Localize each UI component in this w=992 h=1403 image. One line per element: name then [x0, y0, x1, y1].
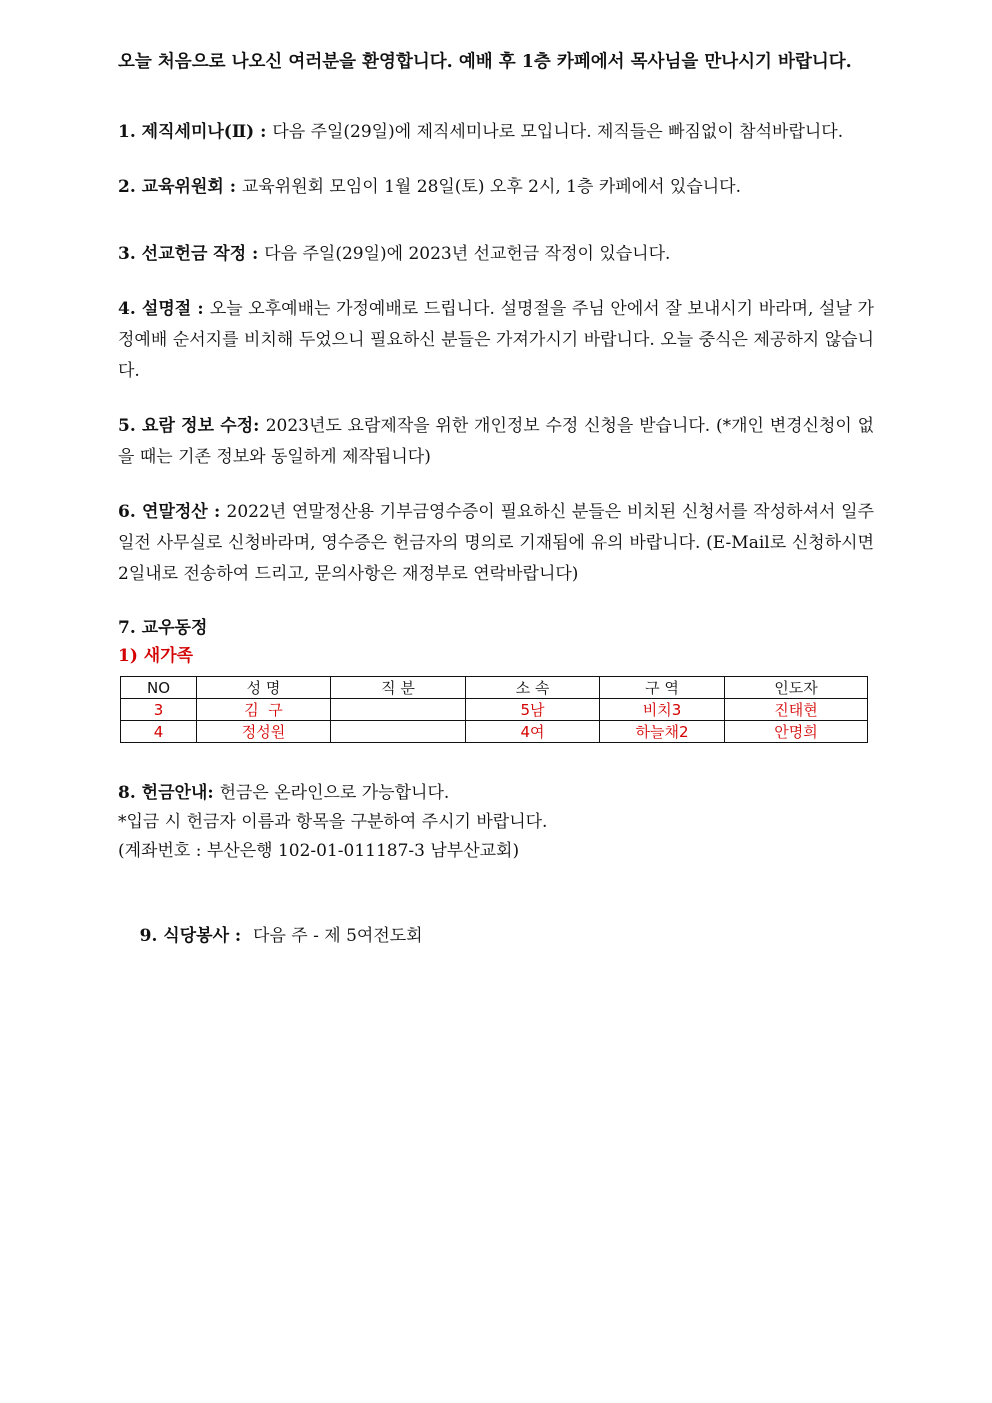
notice-6-title: 6. 연말정산 :	[118, 502, 227, 522]
cell-affiliation: 5남	[466, 699, 600, 721]
offering-note: *입금 시 헌금자 이름과 항목을 구분하여 주시기 바랍니다.	[118, 812, 548, 832]
table-header-row	[121, 677, 868, 699]
header-no: NO	[121, 677, 197, 699]
cell-guide: 안명희	[725, 721, 868, 743]
cell-no: 4	[121, 721, 197, 743]
cell-position	[331, 699, 466, 721]
cell-district: 하늘채2	[600, 721, 725, 743]
notice-3-text: 다음 주일(29일)에 2023년 선교헌금 작정이 있습니다.	[264, 244, 671, 264]
notice-1	[118, 117, 874, 148]
offering-text: 헌금은 온라인으로 가능합니다.	[219, 783, 450, 803]
kitchen-service-text: 다음 주 - 제 5여전도회	[253, 926, 423, 946]
offering-account: (계좌번호 : 부산은행 102-01-011187-3 남부산교회)	[118, 841, 520, 861]
offering-line	[118, 779, 874, 808]
notice-3-title: 3. 선교헌금 작정 :	[118, 244, 265, 264]
table-row	[121, 721, 868, 743]
notice-2-title: 2. 교육위원회 :	[118, 177, 242, 197]
cell-guide: 진태현	[725, 699, 868, 721]
new-family-title: 1) 새가족	[118, 646, 194, 666]
notice-2	[118, 172, 874, 203]
cell-district: 비치3	[600, 699, 725, 721]
header-affiliation: 소 속	[466, 677, 600, 699]
notice-3	[118, 239, 874, 270]
kitchen-service	[118, 890, 874, 983]
welcome-message: 오늘 처음으로 나오신 여러분을 환영합니다. 예배 후 1층 카페에서 목사님을 만나시기 바랍니다.	[118, 52, 852, 72]
cell-name: 정성원	[197, 721, 331, 743]
notice-6-text: 2022년 연말정산용 기부금영수증이 필요하신 분들은 비치된 신청서를 작성하셔서 일주일전 사무실로 신청바라며, 영수증은 헌금자의 명의로 기재됨에 유의 바랍니다. (E-Mail로 신청하시면 2일내로 전송하여 드리고, 문의사항은 재정부로 연락바랍니다)	[118, 502, 875, 584]
members-news-section	[118, 614, 874, 743]
table-row	[121, 699, 868, 721]
notice-6	[118, 497, 874, 590]
header-district: 구 역	[600, 677, 725, 699]
cell-position	[331, 721, 466, 743]
notice-4-title: 4. 설명절 :	[118, 299, 210, 319]
cell-name: 김 구	[197, 699, 331, 721]
cell-no: 3	[121, 699, 197, 721]
notice-5-title: 5. 요람 정보 수정:	[118, 416, 266, 436]
offering-section	[118, 779, 874, 866]
bulletin-page	[118, 44, 874, 983]
notice-4	[118, 294, 874, 387]
header-guide: 인도자	[725, 677, 868, 699]
section-7-title: 7. 교우동정	[118, 618, 208, 638]
notice-2-text: 교육위원회 모임이 1월 28일(토) 오후 2시, 1층 카페에서 있습니다.	[241, 177, 742, 197]
notice-1-title: 1. 제직세미나(Ⅱ) :	[118, 122, 273, 142]
header-position: 직 분	[331, 677, 466, 699]
notice-4-text: 오늘 오후예배는 가정예배로 드립니다. 설명절을 주님 안에서 잘 보내시기 바라며, 설날 가정예배 순서지를 비치해 두었으니 필요하신 분들은 가져가시기 바랍니다. 오늘 중식은 제공하지 않습니다.	[118, 299, 874, 381]
new-family-table	[120, 676, 868, 743]
notice-5-text: 2023년도 요람제작을 위한 개인정보 수정 신청을 받습니다. (*개인 변경신청이 없을 때는 기존 정보와 동일하게 제작됩니다)	[118, 416, 875, 467]
kitchen-service-title: 9. 식당봉사 :	[139, 926, 254, 946]
notice-1-text: 다음 주일(29일)에 제직세미나로 모입니다. 제직들은 빠짐없이 참석바랍니다.	[272, 122, 844, 142]
header-name: 성 명	[197, 677, 331, 699]
cell-affiliation: 4여	[466, 721, 600, 743]
notice-5	[118, 411, 874, 473]
offering-title: 8. 헌금안내:	[118, 783, 220, 803]
